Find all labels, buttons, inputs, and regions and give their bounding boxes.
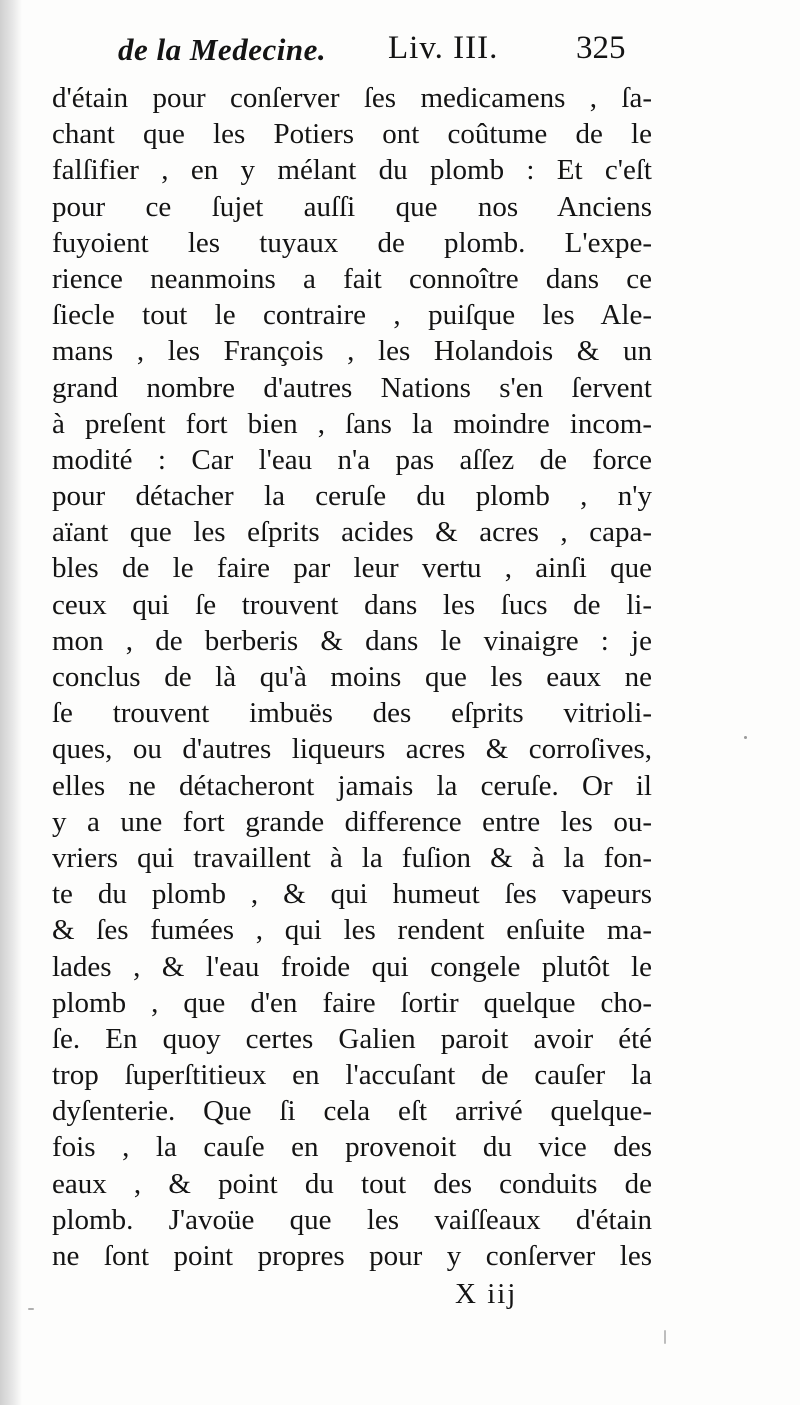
text-line: y a une fort grande difference entre les ou- <box>52 805 652 838</box>
text-line: grand nombre d'autres Nations s'en ſervent <box>52 371 652 404</box>
signature-mark: X iij <box>455 1278 518 1310</box>
text-line: ceux qui ſe trouvent dans les ſucs de li- <box>52 588 652 621</box>
text-line: fois , la cauſe en provenoit du vice des <box>52 1131 652 1164</box>
page-gutter-shadow <box>0 0 22 1405</box>
text-line: pour détacher la ceruſe du plomb , n'y <box>52 480 652 513</box>
text-line: & ſes fumées , qui les rendent enſuite ma- <box>52 914 652 947</box>
paper-speck <box>28 1308 34 1310</box>
page-number: 325 <box>576 30 626 66</box>
body-text <box>52 80 652 1274</box>
page-header <box>118 28 678 74</box>
text-line: ne ſont point propres pour y conſerver les <box>52 1240 652 1272</box>
text-line: falſifier , en y mélant du plomb : Et c'eſt <box>52 154 652 187</box>
text-line: rience neanmoins a fait connoître dans ce <box>52 262 652 295</box>
text-line: bles de le faire par leur vertu , ainſi que <box>52 552 652 585</box>
running-title: de la Medecine. <box>118 32 327 67</box>
text-line: plomb. J'avoüe que les vaiſſeaux d'étain <box>52 1203 652 1236</box>
text-line: ſe. En quoy certes Galien paroit avoir été <box>52 1022 652 1055</box>
text-line: à preſent fort bien , ſans la moindre incom- <box>52 407 652 440</box>
text-line: ques, ou d'autres liqueurs acres & corroſives, <box>52 733 652 766</box>
text-line: mon , de berberis & dans le vinaigre : je <box>52 624 652 657</box>
text-line: trop ſuperſtitieux en l'accuſant de cauſer la <box>52 1059 652 1092</box>
text-line: ſe trouvent imbuës des eſprits vitrioli- <box>52 697 652 730</box>
text-line: plomb , que d'en faire ſortir quelque cho- <box>52 986 652 1019</box>
paper-speck <box>744 736 747 739</box>
text-line: chant que les Potiers ont coûtume de le <box>52 118 652 151</box>
text-line: elles ne détacheront jamais la ceruſe. Or il <box>52 769 652 802</box>
text-line: conclus de là qu'à moins que les eaux ne <box>52 661 652 693</box>
text-line: ſiecle tout le contraire , puiſque les Ale- <box>52 299 652 332</box>
text-line: aïant que les eſprits acides & acres , capa- <box>52 516 652 549</box>
text-line: mans , les François , les Holandois & un <box>52 335 652 368</box>
book-reference: Liv. III. <box>388 30 499 66</box>
paper-speck <box>664 1330 666 1344</box>
text-line: lades , & l'eau froide qui congele plutôt le <box>52 950 652 983</box>
text-line: vriers qui travaillent à la fuſion & à la fon- <box>52 841 652 874</box>
text-line: fuyoient les tuyaux de plomb. L'expe- <box>52 226 652 259</box>
text-line: te du plomb , & qui humeut ſes vapeurs <box>52 878 652 911</box>
text-line: dyſenterie. Que ſi cela eſt arrivé quelque- <box>52 1095 652 1128</box>
text-line: eaux , & point du tout des conduits de <box>52 1167 652 1200</box>
text-line: d'étain pour conſerver ſes medicamens , ſa- <box>52 82 652 114</box>
text-line: modité : Car l'eau n'a pas aſſez de force <box>52 443 652 476</box>
text-line: pour ce ſujet auſſi que nos Anciens <box>52 190 652 223</box>
